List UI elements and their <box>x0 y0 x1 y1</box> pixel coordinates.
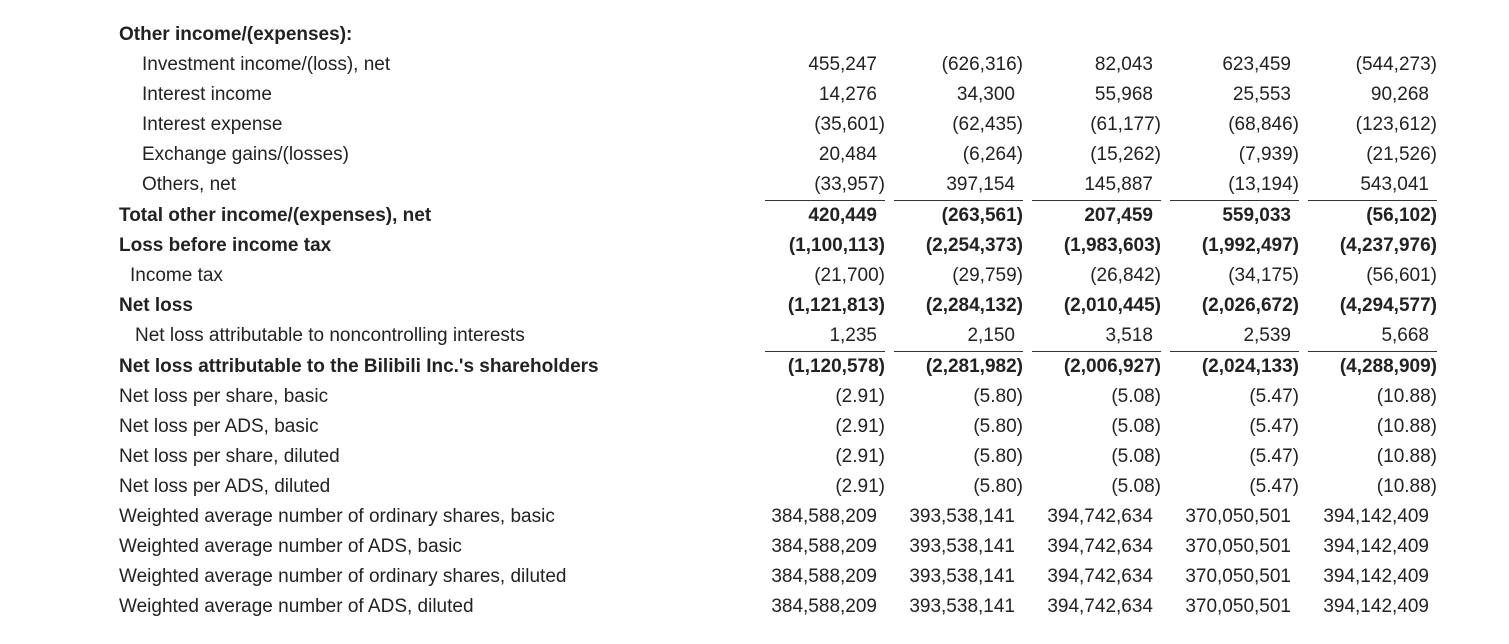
value-text: (33,957) <box>814 174 885 195</box>
value-text: 397,154 <box>946 174 1015 195</box>
table-row <box>112 442 1437 472</box>
value-cell <box>1023 592 1161 622</box>
table-row <box>112 412 1437 442</box>
row-label: Total other income/(expenses), net <box>119 204 432 226</box>
value-cell <box>885 472 1023 502</box>
table-row <box>112 231 1437 261</box>
value-cell <box>1023 291 1161 321</box>
value-text: (123,612) <box>1355 114 1437 135</box>
value-text: 5,668 <box>1381 325 1429 346</box>
value-text: (2,284,132) <box>925 295 1023 316</box>
value-cell <box>1299 110 1437 140</box>
value-text: 559,033 <box>1170 200 1299 231</box>
value-text: (2.91) <box>835 476 885 497</box>
value-cell <box>1023 231 1161 261</box>
row-label: Income tax <box>130 265 223 286</box>
value-text: (4,288,909) <box>1308 351 1437 382</box>
value-cell <box>1023 382 1161 412</box>
value-cell <box>885 170 1023 200</box>
value-cell <box>1299 80 1437 110</box>
value-cell <box>885 562 1023 592</box>
table-row <box>112 80 1437 110</box>
row-label: Net loss attributable to noncontrolling interests <box>135 325 525 346</box>
value-cell <box>885 20 1023 50</box>
value-cell <box>1161 20 1299 50</box>
value-text: (5.47) <box>1249 386 1299 407</box>
value-text: (5.80) <box>973 446 1023 467</box>
value-cell <box>1299 382 1437 412</box>
value-text: (1,121,813) <box>787 295 885 316</box>
value-cell <box>1161 170 1299 200</box>
value-text: 34,300 <box>956 84 1015 105</box>
value-cell <box>885 110 1023 140</box>
value-text: 394,142,409 <box>1323 596 1429 617</box>
value-text: (5.47) <box>1249 476 1299 497</box>
value-cell <box>1023 20 1161 50</box>
row-label: Weighted average number of ADS, basic <box>119 536 462 557</box>
value-text: 394,142,409 <box>1323 536 1429 557</box>
value-cell <box>756 200 885 231</box>
value-text: (10.88) <box>1376 386 1437 407</box>
row-label: Weighted average number of ordinary shares, diluted <box>119 566 567 587</box>
table-row <box>112 502 1437 532</box>
value-text: 394,142,409 <box>1323 566 1429 587</box>
value-cell <box>1023 562 1161 592</box>
value-cell <box>885 261 1023 291</box>
value-text: 20,484 <box>818 144 877 165</box>
value-cell <box>1299 231 1437 261</box>
value-cell <box>1161 140 1299 170</box>
table-row <box>112 562 1437 592</box>
row-label: Weighted average number of ADS, diluted <box>119 596 474 617</box>
value-text: (5.08) <box>1111 446 1161 467</box>
value-text: 384,588,209 <box>771 506 877 527</box>
value-text: (61,177) <box>1090 114 1161 135</box>
value-text: 394,742,634 <box>1047 596 1153 617</box>
value-text: 207,459 <box>1032 200 1161 231</box>
value-cell <box>756 442 885 472</box>
value-text: (56,601) <box>1366 265 1437 286</box>
value-text: (21,526) <box>1366 144 1437 165</box>
value-cell <box>885 532 1023 562</box>
value-text: (10.88) <box>1376 416 1437 437</box>
value-text: (1,100,113) <box>788 235 885 256</box>
row-label: Net loss attributable to the Bilibili Inc.'s shareholders <box>119 355 599 377</box>
row-label: Interest income <box>142 84 272 105</box>
value-text: 420,449 <box>765 200 885 231</box>
table-row <box>112 110 1437 140</box>
value-cell <box>1161 472 1299 502</box>
value-cell <box>756 50 885 80</box>
row-label: Net loss per share, basic <box>119 386 329 407</box>
value-text: (34,175) <box>1228 265 1299 286</box>
value-text: (4,237,976) <box>1339 235 1437 256</box>
value-text: 623,459 <box>1222 54 1291 75</box>
value-text: (5.47) <box>1249 416 1299 437</box>
value-text: (2.91) <box>835 416 885 437</box>
value-cell <box>1161 291 1299 321</box>
income-statement-body <box>112 20 1437 622</box>
value-cell <box>1299 351 1437 382</box>
value-text: 1,235 <box>829 325 877 346</box>
value-text: 370,050,501 <box>1185 536 1291 557</box>
value-cell <box>1023 321 1161 351</box>
value-text: (5.08) <box>1111 386 1161 407</box>
value-cell <box>756 592 885 622</box>
value-text: 55,968 <box>1094 84 1153 105</box>
value-cell <box>1023 412 1161 442</box>
value-text: 394,742,634 <box>1047 566 1153 587</box>
value-cell <box>1023 110 1161 140</box>
value-text: (626,316) <box>941 54 1023 75</box>
value-text: 3,518 <box>1105 325 1153 346</box>
value-cell <box>756 321 885 351</box>
table-row <box>112 382 1437 412</box>
value-cell <box>1023 200 1161 231</box>
value-cell <box>1299 140 1437 170</box>
value-cell <box>1299 562 1437 592</box>
value-cell <box>756 351 885 382</box>
row-label: Others, net <box>142 174 236 195</box>
value-cell <box>1299 291 1437 321</box>
value-text: 370,050,501 <box>1185 596 1291 617</box>
value-text: (2,254,373) <box>925 235 1023 256</box>
table-row <box>112 291 1437 321</box>
value-cell <box>1299 20 1437 50</box>
value-text: (2.91) <box>835 446 885 467</box>
value-text: 2,539 <box>1243 325 1291 346</box>
value-text: (1,983,603) <box>1063 235 1161 256</box>
value-cell <box>1299 502 1437 532</box>
table-row <box>112 532 1437 562</box>
value-cell <box>885 200 1023 231</box>
value-cell <box>885 231 1023 261</box>
value-text: (2,281,982) <box>894 351 1023 382</box>
value-cell <box>1023 80 1161 110</box>
value-cell <box>756 261 885 291</box>
value-text: (2,006,927) <box>1032 351 1161 382</box>
row-label: Exchange gains/(losses) <box>142 144 349 165</box>
table-row <box>112 50 1437 80</box>
value-cell <box>1161 562 1299 592</box>
value-cell <box>1161 261 1299 291</box>
value-cell <box>1161 442 1299 472</box>
value-text: (56,102) <box>1308 200 1437 231</box>
value-cell <box>756 80 885 110</box>
value-text: (5.47) <box>1249 446 1299 467</box>
table-row <box>112 20 1437 50</box>
value-text: 393,538,141 <box>909 596 1015 617</box>
value-cell <box>1299 472 1437 502</box>
value-text: (7,939) <box>1238 144 1299 165</box>
value-cell <box>1299 261 1437 291</box>
value-text: (5.08) <box>1111 476 1161 497</box>
value-text: 370,050,501 <box>1185 566 1291 587</box>
value-text: (13,194) <box>1228 174 1299 195</box>
value-text: 393,538,141 <box>909 536 1015 557</box>
value-text: 82,043 <box>1094 54 1153 75</box>
value-cell <box>756 532 885 562</box>
value-text: (6,264) <box>962 144 1023 165</box>
value-text: 394,142,409 <box>1323 506 1429 527</box>
value-text: (15,262) <box>1090 144 1161 165</box>
value-cell <box>1161 50 1299 80</box>
value-cell <box>885 442 1023 472</box>
value-cell <box>885 502 1023 532</box>
value-text: 25,553 <box>1232 84 1291 105</box>
value-cell <box>1299 170 1437 200</box>
value-text: (263,561) <box>894 200 1023 231</box>
value-cell <box>1161 80 1299 110</box>
value-cell <box>1161 200 1299 231</box>
row-label: Interest expense <box>142 114 283 135</box>
value-cell <box>756 231 885 261</box>
table-row <box>112 321 1437 351</box>
value-cell <box>1023 442 1161 472</box>
value-text: 394,742,634 <box>1047 536 1153 557</box>
value-cell <box>1161 412 1299 442</box>
value-text: 370,050,501 <box>1185 506 1291 527</box>
value-cell <box>1299 532 1437 562</box>
value-cell <box>756 562 885 592</box>
value-cell <box>885 592 1023 622</box>
value-cell <box>1023 50 1161 80</box>
table-row <box>112 472 1437 502</box>
value-text: 393,538,141 <box>909 566 1015 587</box>
value-text: 394,742,634 <box>1047 506 1153 527</box>
value-cell <box>1161 351 1299 382</box>
value-text: (5.80) <box>973 386 1023 407</box>
value-cell <box>1023 351 1161 382</box>
value-text: (4,294,577) <box>1339 295 1437 316</box>
value-cell <box>1023 472 1161 502</box>
value-text: (5.80) <box>973 476 1023 497</box>
value-cell <box>1161 502 1299 532</box>
row-label: Investment income/(loss), net <box>142 54 391 75</box>
income-statement-table <box>112 20 1437 622</box>
value-cell <box>1299 442 1437 472</box>
value-cell <box>756 382 885 412</box>
value-cell <box>1299 412 1437 442</box>
value-cell <box>1023 170 1161 200</box>
row-label: Net loss <box>119 295 193 316</box>
value-cell <box>885 291 1023 321</box>
row-label: Net loss per share, diluted <box>119 446 340 467</box>
table-row <box>112 261 1437 291</box>
value-cell <box>1161 382 1299 412</box>
value-text: (2.91) <box>835 386 885 407</box>
value-text: 455,247 <box>808 54 877 75</box>
value-text: 145,887 <box>1084 174 1153 195</box>
value-cell <box>885 80 1023 110</box>
value-cell <box>756 412 885 442</box>
value-cell <box>885 321 1023 351</box>
value-text: (5.80) <box>973 416 1023 437</box>
table-row <box>112 200 1437 231</box>
value-cell <box>885 351 1023 382</box>
value-cell <box>1299 592 1437 622</box>
value-cell <box>1299 50 1437 80</box>
value-text: (68,846) <box>1228 114 1299 135</box>
value-cell <box>1161 592 1299 622</box>
table-row <box>112 592 1437 622</box>
value-cell <box>756 502 885 532</box>
value-text: (2,010,445) <box>1063 295 1161 316</box>
row-label: Weighted average number of ordinary shares, basic <box>119 506 555 527</box>
value-text: (2,026,672) <box>1201 295 1299 316</box>
row-label: Other income/(expenses): <box>119 24 353 45</box>
value-text: (5.08) <box>1111 416 1161 437</box>
value-cell <box>756 170 885 200</box>
value-cell <box>756 140 885 170</box>
value-cell <box>756 20 885 50</box>
table-row <box>112 140 1437 170</box>
value-cell <box>885 382 1023 412</box>
value-text: 90,268 <box>1370 84 1429 105</box>
value-cell <box>756 110 885 140</box>
value-text: (29,759) <box>952 265 1023 286</box>
row-label: Net loss per ADS, basic <box>119 416 319 437</box>
table-row <box>112 351 1437 382</box>
value-cell <box>1161 110 1299 140</box>
value-text: (35,601) <box>814 114 885 135</box>
value-text: (10.88) <box>1376 476 1437 497</box>
table-row <box>112 170 1437 200</box>
value-cell <box>1023 502 1161 532</box>
value-text: (62,435) <box>952 114 1023 135</box>
value-text: (2,024,133) <box>1170 351 1299 382</box>
value-cell <box>1023 532 1161 562</box>
value-text: (1,120,578) <box>765 351 885 382</box>
value-cell <box>1299 200 1437 231</box>
value-text: (544,273) <box>1355 54 1437 75</box>
value-text: 14,276 <box>818 84 877 105</box>
value-cell <box>756 291 885 321</box>
value-text: 2,150 <box>967 325 1015 346</box>
row-label: Net loss per ADS, diluted <box>119 476 331 497</box>
value-cell <box>885 140 1023 170</box>
value-cell <box>1023 140 1161 170</box>
value-text: 384,588,209 <box>771 596 877 617</box>
row-label: Loss before income tax <box>119 235 332 256</box>
value-cell <box>756 472 885 502</box>
value-text: 393,538,141 <box>909 506 1015 527</box>
value-cell <box>1161 321 1299 351</box>
value-text: (1,992,497) <box>1201 235 1299 256</box>
value-text: 543,041 <box>1360 174 1429 195</box>
value-text: (21,700) <box>814 265 885 286</box>
value-text: 384,588,209 <box>771 536 877 557</box>
value-cell <box>1161 532 1299 562</box>
value-cell <box>885 412 1023 442</box>
value-text: 384,588,209 <box>771 566 877 587</box>
value-cell <box>1299 321 1437 351</box>
value-cell <box>1023 261 1161 291</box>
value-text: (10.88) <box>1376 446 1437 467</box>
value-cell <box>885 50 1023 80</box>
value-cell <box>1161 231 1299 261</box>
value-text: (26,842) <box>1090 265 1161 286</box>
